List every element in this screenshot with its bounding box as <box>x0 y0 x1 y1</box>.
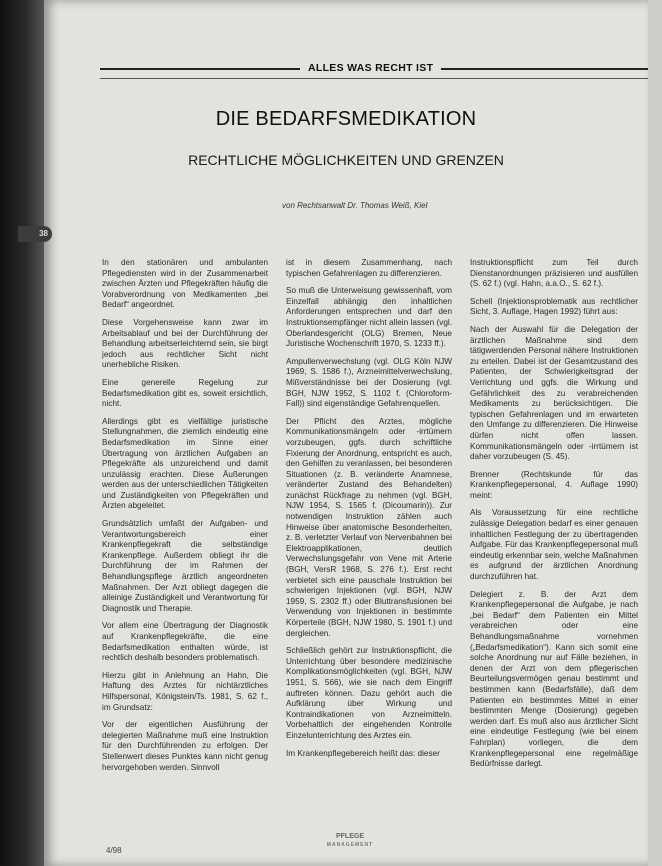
paragraph: Ampullenverwechslung (vgl. OLG Köln NJW 1969, S. 1586 f.), Arzneimittelverwechslung, Mißverständnisse bei der Dosierung (vgl. BGH, NJW 1952, S. 1102 f. (Chloroform-Fall)) sind eigenständige Gefahrenquellen. <box>286 356 452 409</box>
paragraph: Schell (Injektionsproblematik aus rechtlicher Sicht, 3. Auflage, Hagen 1992) führt aus: <box>470 296 638 317</box>
text-column-3 <box>470 258 638 838</box>
paragraph: ist in diesem Zusammenhang, nach typischen Gefahrenlagen zu differenzieren. <box>286 258 452 278</box>
paragraph: Nach der Auswahl für die Delegation der ärztlichen Maßnahme sind dem tätigwerdenden Personal nähere Instruktionen zu erteilen. Dabei ist der Gesamtzustand des Patienten, der Schwierigkeitsgrad der Verrichtung und ggfs. die Wirkung und Gefährlichkeit des zu verabreichenden Medikaments zu berücksichtigen. Die typischen Gefahrenlagen und im erwarteten den Umfange zu differenzieren. Die Hinweise dürfen nicht offen lassen. Kommunikationsmängeln oder -irrtümern ist daher vorzubeugen (S. 45). <box>470 324 638 462</box>
paragraph: Schließlich gehört zur Instruktionspflicht, die Unterrichtung über besondere medizinische Komplikationsmöglichkeiten (vgl. BGH, NJW 1951, S. 566), wie sie nach dem Eingriff auftreten können. Dazu gehört auch die Aufklärung über Wirkung und Kontraindikationen von Arzneimitteln. Vorbehaltlich der eingehenden Kontrolle Einzelunterrichtung des Arztes ein. <box>286 646 452 740</box>
paragraph: Allerdings gibt es vielfältige juristische Stellungnahmen, die ziemlich eindeutig eine Bedarfsmedikation im Sinne einer Übertragung von ärztlichen Aufgaben an Pflegekräfte als unzureichend und damit unzulässig erachten. Diese Äußerungen werden aus der unterschiedlichen Tätigkeiten und Zuständigkeiten von Pflegekräften und Ärzten abgeleitet. <box>102 416 268 511</box>
article-subtitle: RECHTLICHE MÖGLICHKEITEN UND GRENZEN <box>188 152 504 168</box>
magazine-logo <box>302 832 398 852</box>
text-column-1 <box>102 258 268 838</box>
paragraph: Eine generelle Regelung zur Bedarfsmedikation gibt es, soweit ersichtlich, nicht. <box>102 377 268 409</box>
paragraph: Der Pflicht des Arztes, mögliche Kommunikationsmängeln oder -irrtümern vorzubeugen, ggfs. durch schriftliche Fixierung der Anordnung, entspricht es auch, den Gehilfen zu veranlassen, bei besonderen Situationen (z. B. veränderte Anamnese, veränderter Zustand des Behandelten) zunächst Rückfrage zu nehmen (vgl. BGH, NJW 1954, S. 1565 f. (Dicoumarin)). Zur notwendigen Instruktion zählen auch Hinweise über anatomische Besonderheiten, z. B. verletzter Verlauf von Nervenbahnen bei Elektroapplikationen, deutlich Verwechslungsgefahr von Vene mit Arterie (BGH, VersR 1968, S. 276 f.). Erst recht verbietet sich eine pauschale Instruktion bei schwierigen Injektionen (vgl. BGH, NJW 1959, S. 2302 ff.) oder Bluttransfusionen bei Verwendung von Injektionen in bestimmte Körperteile (BGH, NJW 1980, S. 1901 f.) und dergleichen. <box>286 416 452 638</box>
article-title: DIE BEDARFSMEDIKATION <box>215 108 477 130</box>
document-page <box>44 0 648 866</box>
section-header: ALLES WAS RECHT IST <box>300 62 441 74</box>
paragraph: In den stationären und ambulanten Pflegediensten wird in der Zusammenarbeit zwischen Ärzten und Pflegekräften häufig die Vorabverordnung von Medikamenten „bei Bedarf“ angeordnet. <box>102 258 268 310</box>
paragraph: Vor der eigentlichen Ausführung der delegierten Maßnahme muß eine Instruktion für den Durchführenden zu erfolgen. Der Stellenwert dieses Punktes kann nicht genug hervorgehoben werden. Sinnvoll <box>102 720 268 772</box>
logo-subtext: MANAGEMENT <box>326 842 374 848</box>
paragraph: Delegiert z. B. der Arzt dem Krankenpflegepersonal die Aufgabe, je nach „bei Bedarf“ dem Patienten ein Mittel verabreichen oder eine Behandlungsmaßnahme vornehmen („Bedarfsmedikation“). Kann sich somit eine solche Anordnung nur auf Fälle beziehen, in denen der Arzt von dem pflegerischen Beurteilungsvermögen genau bestimmt und bestimmen kann (Bedarfsfälle), daß dem Patienten ein bestimmtes Mittel in einer bestimmten Menge (Dosierung) gegeben werden darf. Es muß also aus ärztlicher Sicht eine eindeutige Festlegung (wie bei einem Fahrplan) vorliegen, die dem Krankenpflegepersonal eine regelmäßige Bedürfnisse darlegt. <box>470 589 638 769</box>
paragraph: Grundsätzlich umfaßt der Aufgaben- und Verantwortungsbereich einer Krankenpflegekraft die selbständige Krankenpflege. Außerdem obliegt ihr die Durchführung der im Rahmen der Behandlungspflege ärztlich angeordneten Maßnahmen. Der Arzt obliegt dagegen die alleinige Zuständigkeit und Verantwortung für Diagnostik und Therapie. <box>102 519 268 613</box>
page-badge: 38 <box>18 226 52 242</box>
paragraph: Hierzu gibt in Anlehnung an Hahn, Die Haftung des Arztes für nichtärztliches Hilfspersonal, Königstein/Ts. 1981, S. 62 f., im Grundsatz: <box>102 670 268 712</box>
paragraph: So muß die Unterweisung gewissenhaft, vom Einzelfall abhängig den inhaltlichen Anforderungen entsprechen und darf den Instruktionsempfänger nicht allein lassen (vgl. Oberlandesgericht (OLG) Bremen, Neue Juristische Wochenschrift 1970, S. 1233 ff.). <box>286 286 452 349</box>
scan-edge-left <box>0 0 44 866</box>
paragraph: Diese Vorgehensweise kann zwar im Arbeitsablauf und bei der Durchführung der Behandlung arbeitserleichternd sein, sie birgt jedoch aus rechtlicher Sicht nicht unerhebliche Risiken. <box>102 317 268 370</box>
paragraph: Instruktionspflicht zum Teil durch Dienstanordnungen präzisieren und ausfüllen (S. 62 f.) (vgl. Hahn, a.a.O., S. 62 f.). <box>470 258 638 289</box>
paragraph: Brenner (Rechtskunde für das Krankenpflegepersonal, 4. Auflage 1990) meint: <box>470 469 638 500</box>
logo-text: PFLEGE <box>335 833 364 840</box>
header-rule-thin <box>100 78 648 79</box>
paragraph: Im Krankenpflegebereich heißt das: dieser <box>286 748 440 758</box>
text-column-2 <box>286 258 452 838</box>
paragraph: Vor allem eine Übertragung der Diagnostik auf Krankenpflegekräfte, die eine Bedarfsmedikation enthalten würde, ist rechtlich deshalb besonders problematisch. <box>102 621 268 663</box>
paragraph: Als Voraussetzung für eine rechtliche zulässige Delegation bedarf es einer genauen inhaltlichen Festlegung der zu übertragenden Aufgabe. Für das Krankenpflegepersonal muß eindeutig erkennbar sein, welche Maßnahmen es aufgrund der ärztlichen Anordnung durchzuführen hat. <box>470 508 638 582</box>
article-byline: von Rechtsanwalt Dr. Thomas Weiß, Kiel <box>282 201 428 210</box>
scan-edge-right <box>648 0 662 866</box>
page-number: 4/98 <box>106 846 122 855</box>
